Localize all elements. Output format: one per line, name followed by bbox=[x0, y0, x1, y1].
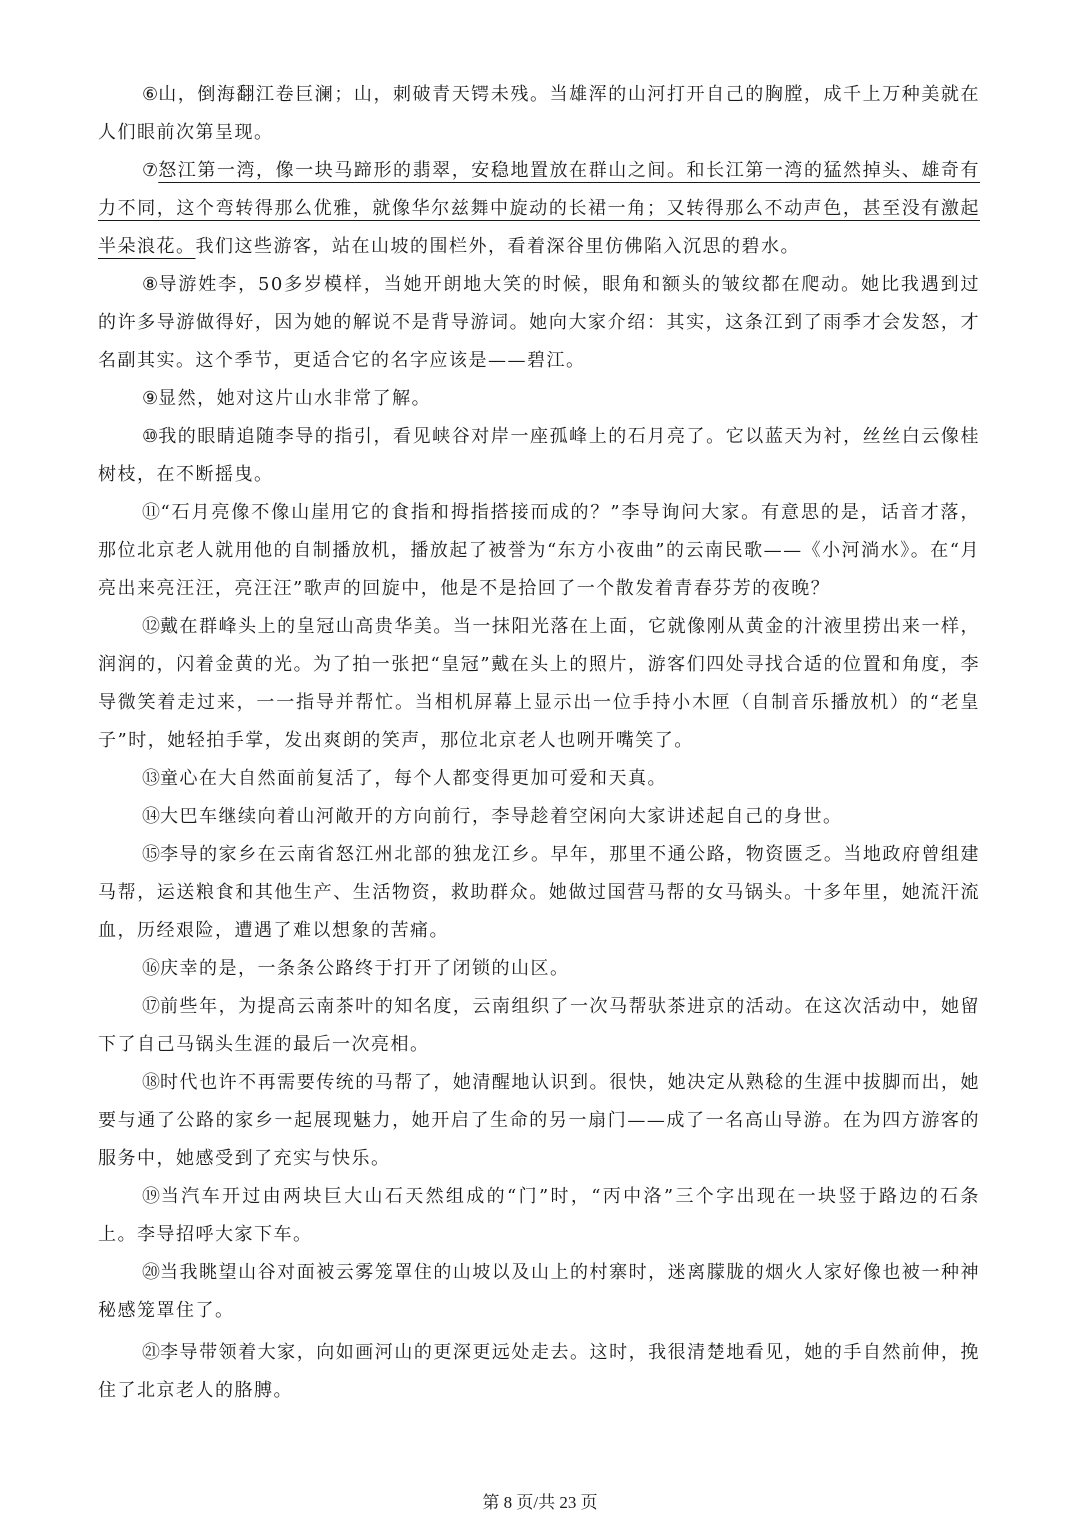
paragraph-number: ⑯ bbox=[142, 958, 160, 979]
paragraph bbox=[98, 418, 980, 494]
paragraph-number: ⑱ bbox=[142, 1072, 161, 1093]
paragraph-number: ⑥ bbox=[142, 84, 159, 105]
paragraph bbox=[98, 76, 980, 152]
paragraph bbox=[98, 988, 980, 1064]
paragraph-number: ⑰ bbox=[142, 996, 161, 1017]
paragraph-number: ㉑ bbox=[142, 1342, 161, 1363]
paragraph bbox=[98, 1254, 980, 1330]
paragraph bbox=[98, 798, 980, 836]
paragraph-text: “石月亮像不像山崖用它的食指和拇指搭接而成的？”李导询问大家。有意思的是，话音才落，那位北京老人就用他的自制播放机，播放起了被誉为“东方小夜曲”的云南民歌——《小河淌水》。在“月亮出来亮汪汪，亮汪汪”歌声的回旋中，他是不是拾回了一个散发着青春芬芳的夜晚？ bbox=[98, 502, 981, 599]
paragraph-number: ⑪ bbox=[142, 502, 161, 523]
paragraph bbox=[98, 1178, 980, 1254]
paragraph-text: 当我眺望山谷对面被云雾笼罩住的山坡以及山上的村寨时，迷离朦胧的烟火人家好像也被一种神秘感笼罩住了。 bbox=[98, 1262, 981, 1321]
paragraph-number: ⑬ bbox=[142, 768, 160, 789]
paragraph-number: ⑮ bbox=[142, 844, 161, 865]
page-footer: 第 8 页/共 23 页 bbox=[482, 1493, 598, 1512]
paragraph-text: 我们这些游客，站在山坡的围栏外，看着深谷里仿佛陷入沉思的碧水。 bbox=[195, 236, 800, 257]
paragraph-text: 时代也许不再需要传统的马帮了，她清醒地认识到。很快，她决定从熟稔的生涯中拔脚而出，她要与通了公路的家乡一起展现魅力，她开启了生命的另一扇门——成了一名高山导游。在为四方游客的服务中，她感受到了充实与快乐。 bbox=[98, 1072, 981, 1169]
underlined-passage: 怒江第一湾，像一块马蹄形的翡翠，安稳地置放在群山之间。和长江第一湾的猛然掉头、雄奇有力不同，这个弯转得那么优雅，就像华尔兹舞中旋动的长裙一角；又转得那么不动声色，甚至没有激起半朵浪花。 bbox=[98, 160, 981, 257]
paragraph-number: ⑨ bbox=[142, 388, 159, 409]
paragraph bbox=[98, 152, 980, 266]
paragraph-number: ⑳ bbox=[142, 1262, 161, 1283]
paragraph bbox=[98, 608, 980, 760]
paragraph bbox=[98, 760, 980, 798]
paragraph-number: ⑦ bbox=[142, 160, 159, 181]
paragraph-number: ⑩ bbox=[142, 426, 159, 447]
paragraph-text: 前些年，为提高云南茶叶的知名度，云南组织了一次马帮驮茶进京的活动。在这次活动中，她留下了自己马锅头生涯的最后一次亮相。 bbox=[98, 996, 981, 1055]
paragraph bbox=[98, 1064, 980, 1178]
paragraph-text: 庆幸的是，一条条公路终于打开了闭锁的山区。 bbox=[160, 958, 570, 979]
paragraph-text: 山，倒海翻江卷巨澜；山，刺破青天锷未残。当雄浑的山河打开自己的胸膛，成千上万种美就在人们眼前次第呈现。 bbox=[98, 84, 981, 143]
paragraph-number: ⑭ bbox=[142, 806, 160, 827]
paragraph-text: 显然，她对这片山水非常了解。 bbox=[158, 388, 432, 409]
paragraph-text: 当汽车开过由两块巨大山石天然组成的“门”时，“丙中洛”三个字出现在一块竖于路边的石条上。李导招呼大家下车。 bbox=[98, 1186, 981, 1245]
paragraph-number: ⑧ bbox=[142, 274, 159, 295]
paragraph-text: 我的眼睛追随李导的指引，看见峡谷对岸一座孤峰上的石月亮了。它以蓝天为衬，丝丝白云像桂树枝，在不断摇曳。 bbox=[98, 426, 981, 485]
paragraph bbox=[98, 950, 980, 988]
paragraph-text: 李导的家乡在云南省怒江州北部的独龙江乡。早年，那里不通公路，物资匮乏。当地政府曾组建马帮，运送粮食和其他生产、生活物资，救助群众。她做过国营马帮的女马锅头。十多年里，她流汗流血，历经艰险，遭遇了难以想象的苦痛。 bbox=[98, 844, 981, 941]
paragraph bbox=[98, 494, 980, 608]
paragraph bbox=[98, 836, 980, 950]
paragraph-text: 大巴车继续向着山河敞开的方向前行，李导趁着空闲向大家讲述起自己的身世。 bbox=[160, 806, 843, 827]
paragraph bbox=[98, 266, 980, 380]
paragraph-text: 童心在大自然面前复活了，每个人都变得更加可爱和天真。 bbox=[160, 768, 667, 789]
paragraph-number: ⑫ bbox=[142, 616, 161, 637]
paragraph-text: 戴在群峰头上的皇冠山高贵华美。当一抹阳光落在上面，它就像刚从黄金的汁液里捞出来一样，润润的，闪着金黄的光。为了拍一张把“皇冠”戴在头上的照片，游客们四处寻找合适的位置和角度，李导微笑着走过来，一一指导并帮忙。当相机屏幕上显示出一位手持小木匣（自制音乐播放机）的“老皇子”时，她轻拍手掌，发出爽朗的笑声，那位北京老人也咧开嘴笑了。 bbox=[98, 616, 981, 751]
article-body bbox=[98, 76, 980, 1410]
paragraph-number: ⑲ bbox=[142, 1186, 161, 1207]
paragraph-text: 导游姓李，50多岁模样，当她开朗地大笑的时候，眼角和额头的皱纹都在爬动。她比我遇到过的许多导游做得好，因为她的解说不是背导游词。她向大家介绍：其实，这条江到了雨季才会发怒，才名副其实。这个季节，更适合它的名字应该是——碧江。 bbox=[98, 274, 980, 371]
paragraph bbox=[98, 1334, 980, 1410]
paragraph bbox=[98, 380, 980, 418]
paragraph-text: 李导带领着大家，向如画河山的更深更远处走去。这时，我很清楚地看见，她的手自然前伸，挽住了北京老人的胳膊。 bbox=[98, 1342, 981, 1401]
